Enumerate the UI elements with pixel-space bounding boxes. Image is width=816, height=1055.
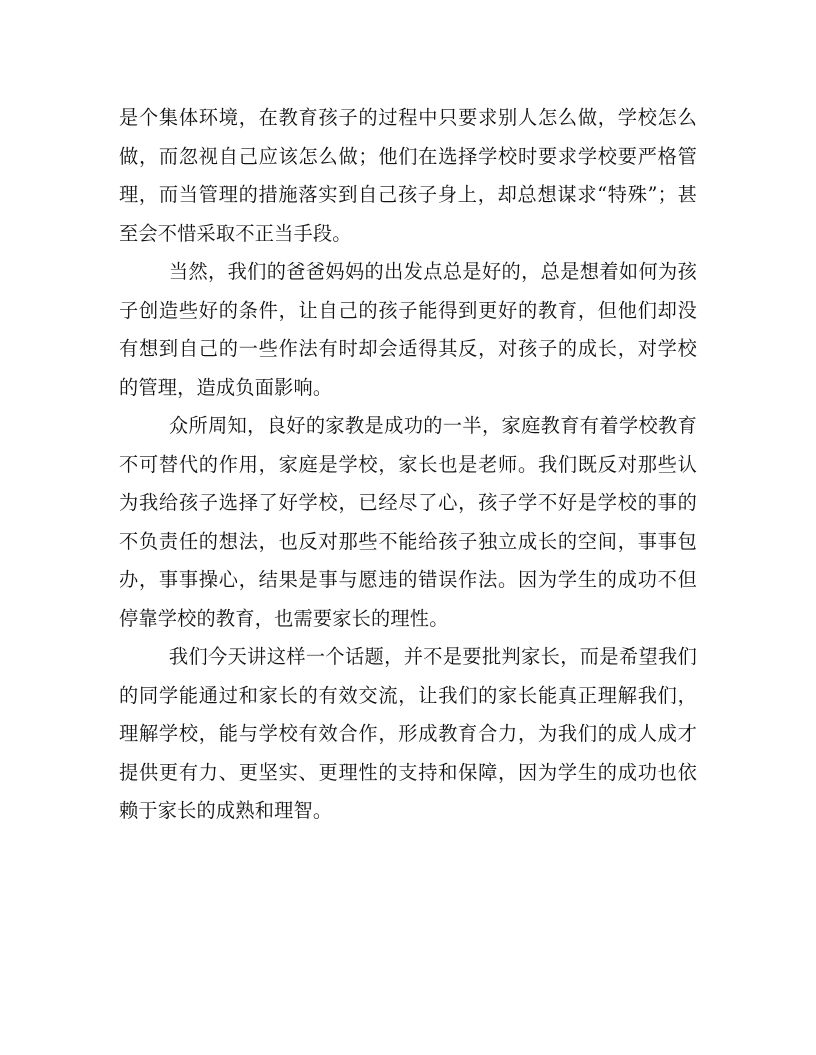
paragraph-1: 是个集体环境，在教育孩子的过程中只要求别人怎么做，学校怎么做，而忽视自己应该怎么做；他们在选择学校时要求学校要严格管理，而当管理的措施落实到自己孩子身上，却总想谋求“特殊”；甚至会不惜采取不正当手段。 bbox=[119, 106, 697, 245]
paragraph-2: 当然，我们的爸爸妈妈的出发点总是好的，总是想着如何为孩子创造些好的条件，让自己的孩子能得到更好的教育，但他们却没有想到自己的一些作法有时却会适得其反，对孩子的成长，对学校的管理，造成负面影响。 bbox=[119, 260, 697, 399]
paragraph-3: 众所周知，良好的家教是成功的一半，家庭教育有着学校教育不可替代的作用，家庭是学校，家长也是老师。我们既反对那些认为我给孩子选择了好学校，已经尽了心，孩子学不好是学校的事的不负责任的想法，也反对那些不能给孩子独立成长的空间，事事包办，事事操心，结果是事与愿违的错误作法。因为学生的成功不但停靠学校的教育，也需要家长的理性。 bbox=[119, 414, 697, 630]
paragraph-4: 我们今天讲这样一个话题，并不是要批判家长，而是希望我们的同学能通过和家长的有效交流，让我们的家长能真正理解我们，理解学校，能与学校有效合作，形成教育合力，为我们的成人成才提供更有力、更坚实、更理性的支持和保障，因为学生的成功也依赖于家长的成熟和理智。 bbox=[119, 645, 697, 822]
document-body bbox=[119, 99, 697, 831]
